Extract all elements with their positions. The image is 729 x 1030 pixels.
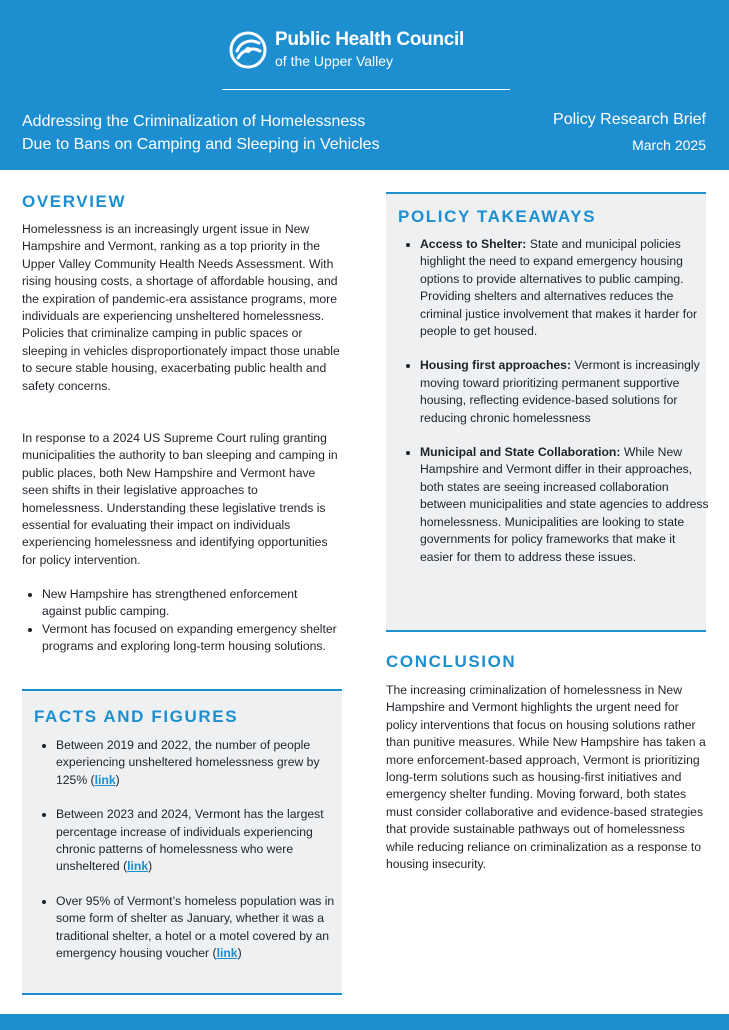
- overview-paragraph-2: In response to a 2024 US Supreme Court ruling granting municipalities the authority to ban sleeping and camping in public places, both New Hampshire and Vermont have seen shifts in their legislative approaches to homelessness. Understanding these legislative trends is essential for evaluating their impact on individuals experiencing homelessness and identifying opportunities for policy intervention.: [22, 431, 338, 567]
- source-link[interactable]: link: [94, 772, 116, 787]
- header-banner: [0, 0, 729, 170]
- source-link[interactable]: link: [127, 859, 149, 874]
- list-item: • Between 2019 and 2022, the number of people experiencing unsheltered homelessness grew by 125% (link): [56, 737, 342, 789]
- source-link[interactable]: link: [216, 946, 238, 961]
- overview-heading: OVERVIEW: [22, 192, 127, 211]
- list-item: • New Hampshire has strengthened enforcement against public camping.: [42, 586, 340, 621]
- facts-heading: FACTS AND FIGURES: [34, 707, 239, 726]
- takeaways-panel: [386, 192, 709, 632]
- brand-logo-icon: [229, 31, 267, 69]
- title-line-2: Due to Bans on Camping and Sleeping in Vehicles: [22, 136, 380, 153]
- facts-list: [36, 737, 342, 962]
- conclusion-paragraph: The increasing criminalization of homelessness in New Hampshire and Vermont highlights the urgent need for policy interventions that focus on housing solutions rather than punitive measures. While New Hampshire has taken a more enforcement-based approach, Vermont is prioritizing long-term solutions such as housing-first initiatives and emergency shelter funding. Moving forward, both states must consider collaborative and evidence-based strategies that provide sustainable pathways out of homelessness while reducing reliance on criminalization as a response to housing insecurity.: [386, 683, 706, 872]
- list-item: • Municipal and State Collaboration: While New Hampshire and Vermont differ in their approaches, both states are seeing increased collaboration between municipalities and state agencies to address homelessness. Municipalities are looking to state governments for policy frameworks that make it easier for them to address these issues.: [420, 444, 710, 566]
- overview-paragraph-1: Homelessness is an increasingly urgent issue in New Hampshire and Vermont, ranking as a top priority in the Upper Valley Community Health Needs Assessment. With rising housing costs, a shortage of affordable housing, and the expiration of pandemic-era assistance programs, more individuals are experiencing unsheltered homelessness. Policies that criminalize camping in public spaces or sleeping in vehicles disproportionately impact those unable to secure stable housing, exacerbating public health and safety concerns.: [22, 222, 340, 393]
- takeaways-heading: POLICY TAKEAWAYS: [398, 207, 597, 226]
- conclusion-heading: CONCLUSION: [386, 652, 517, 671]
- header-divider: [222, 89, 510, 90]
- list-item: • Housing first approaches: Vermont is increasingly moving toward prioritizing permanent supportive housing, reflecting evidence-based solutions for reducing chronic homelessness: [420, 357, 710, 427]
- takeaways-list: [400, 236, 710, 566]
- list-item: • Access to Shelter: State and municipal policies highlight the need to expand emergency housing options to provide alternatives to public camping. Providing shelters and alternatives reduces the criminal justice involvement that makes it harder for people to get housed.: [420, 236, 710, 340]
- list-item: • Vermont has focused on expanding emergency shelter programs and exploring long-term housing solutions.: [42, 621, 340, 656]
- list-item: • Over 95% of Vermont’s homeless population was in some form of shelter as January, whether it was a traditional shelter, a hotel or a motel covered by an emergency housing voucher (link): [56, 893, 342, 963]
- document-date: March 2025: [632, 137, 706, 153]
- overview-bullet-list: [22, 586, 340, 656]
- list-item: • Between 2023 and 2024, Vermont has the largest percentage increase of individuals experiencing chronic patterns of homelessness who were unsheltered (link): [56, 806, 342, 876]
- title-line-1: Addressing the Criminalization of Homelessness: [22, 113, 366, 130]
- footer-bar: [0, 1014, 729, 1030]
- facts-panel: [22, 689, 342, 995]
- org-logo: [229, 29, 509, 75]
- document-type: Policy Research Brief: [553, 111, 706, 128]
- org-subtitle: of the Upper Valley: [275, 53, 394, 69]
- org-name: Public Health Council: [275, 29, 464, 50]
- page-title: [22, 110, 482, 156]
